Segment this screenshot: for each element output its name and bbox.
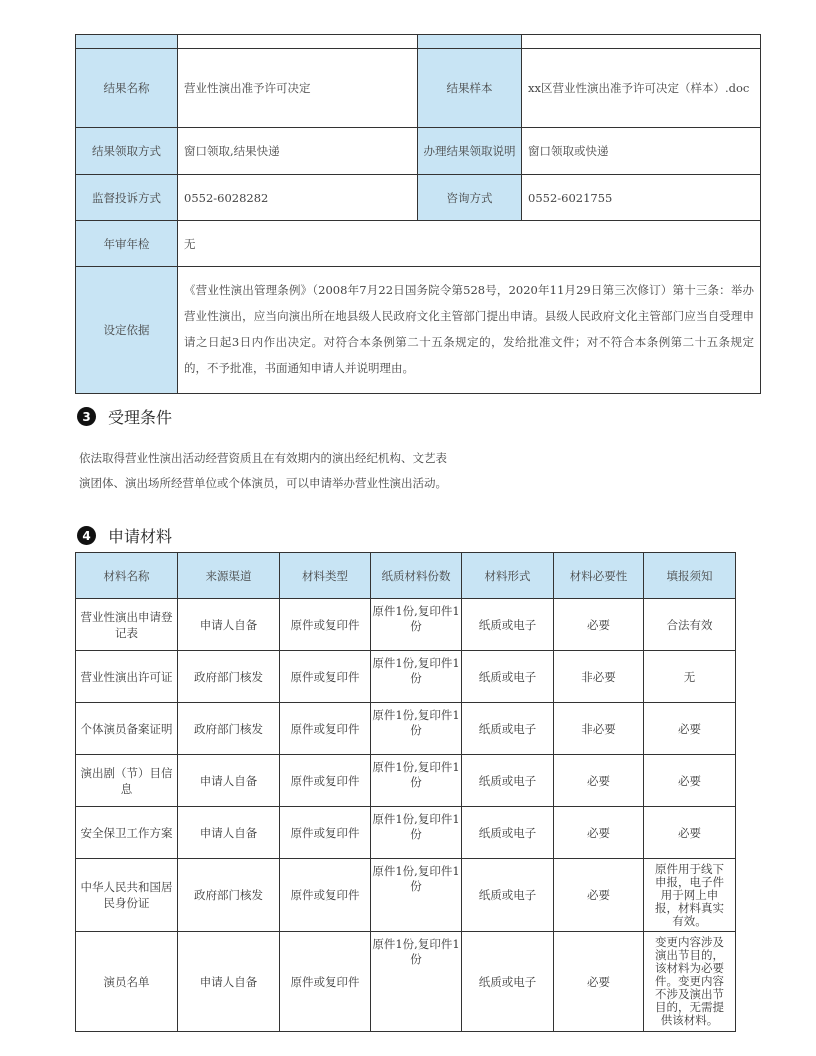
material-form: 纸质或电子 <box>462 807 554 859</box>
table-row-cutoff <box>76 35 761 49</box>
material-name: 演员名单 <box>76 932 178 1032</box>
table-row <box>76 128 761 175</box>
table-row <box>76 859 736 932</box>
material-type: 原件或复印件 <box>280 651 371 703</box>
material-paper-count: 原件1份,复印件1份 <box>371 859 462 932</box>
material-source: 申请人自备 <box>178 599 280 651</box>
header-paper-count: 纸质材料份数 <box>371 553 462 599</box>
conditions-line: 演团体、演出场所经营单位或个体演员，可以申请举办营业性演出活动。 <box>79 476 447 490</box>
consult-value: 0552-6021755 <box>522 175 761 221</box>
conditions-text <box>79 446 479 496</box>
basis-label: 设定依据 <box>76 267 178 394</box>
material-name: 营业性演出申请登记表 <box>76 599 178 651</box>
cutoff-label-cell <box>418 35 522 49</box>
material-notes: 无 <box>644 651 736 703</box>
table-row <box>76 267 761 394</box>
materials-table <box>75 552 736 1032</box>
material-name: 中华人民共和国居民身份证 <box>76 859 178 932</box>
cutoff-value-cell <box>522 35 761 49</box>
complaint-value: 0552-6028282 <box>178 175 418 221</box>
material-notes: 合法有效 <box>644 599 736 651</box>
material-necessity: 必要 <box>554 807 644 859</box>
consult-label: 咨询方式 <box>418 175 522 221</box>
section-heading-materials <box>77 524 172 547</box>
material-source: 政府部门核发 <box>178 703 280 755</box>
pickup-desc-value: 窗口领取或快递 <box>522 128 761 175</box>
basis-value: 《营业性演出管理条例》（2008年7月22日国务院令第528号，2020年11月29日第三次修订）第十三条：举办营业性演出，应当向演出所在地县级人民政府文化主管部门提出申请。县级人民政府文化主管部门应当自受理申请之日起3日内作出决定。对符合本条例第二十五条规定的，发给批准文件；对不符合本条例第二十五条规定的，不予批准，书面通知申请人并说明理由。 <box>178 267 761 394</box>
material-form: 纸质或电子 <box>462 755 554 807</box>
material-name: 演出剧（节）目信息 <box>76 755 178 807</box>
section-title: 受理条件 <box>108 408 173 427</box>
annual-label: 年审年检 <box>76 221 178 267</box>
cutoff-value-cell <box>178 35 418 49</box>
material-form: 纸质或电子 <box>462 859 554 932</box>
result-sample-link[interactable]: xx区营业性演出准予许可决定（样本）.doc <box>522 49 761 128</box>
material-name: 个体演员备案证明 <box>76 703 178 755</box>
header-notes: 填报须知 <box>644 553 736 599</box>
table-row <box>76 599 736 651</box>
material-type: 原件或复印件 <box>280 703 371 755</box>
material-form: 纸质或电子 <box>462 651 554 703</box>
pickup-label: 结果领取方式 <box>76 128 178 175</box>
header-source: 来源渠道 <box>178 553 280 599</box>
cutoff-label-cell <box>76 35 178 49</box>
material-type: 原件或复印件 <box>280 859 371 932</box>
table-row <box>76 49 761 128</box>
section-title: 申请材料 <box>108 527 173 546</box>
material-notes: 必要 <box>644 807 736 859</box>
result-name-value: 营业性演出准予许可决定 <box>178 49 418 128</box>
annual-value: 无 <box>178 221 761 267</box>
material-paper-count: 原件1份,复印件1份 <box>371 703 462 755</box>
table-header-row <box>76 553 736 599</box>
section-heading-conditions <box>77 405 172 428</box>
result-sample-label: 结果样本 <box>418 49 522 128</box>
table-row <box>76 807 736 859</box>
material-form: 纸质或电子 <box>462 599 554 651</box>
material-notes: 必要 <box>644 755 736 807</box>
material-necessity: 非必要 <box>554 703 644 755</box>
material-notes: 原件用于线下申报，电子件用于网上申报，材料真实有效。 <box>644 859 736 932</box>
material-type: 原件或复印件 <box>280 599 371 651</box>
material-paper-count: 原件1份,复印件1份 <box>371 651 462 703</box>
material-necessity: 必要 <box>554 932 644 1032</box>
section-number-badge: 3 <box>77 407 96 426</box>
material-type: 原件或复印件 <box>280 755 371 807</box>
table-row <box>76 175 761 221</box>
material-source: 政府部门核发 <box>178 651 280 703</box>
complaint-label: 监督投诉方式 <box>76 175 178 221</box>
material-paper-count: 原件1份,复印件1份 <box>371 807 462 859</box>
service-info-table <box>75 34 761 394</box>
header-type: 材料类型 <box>280 553 371 599</box>
material-name: 营业性演出许可证 <box>76 651 178 703</box>
material-source: 申请人自备 <box>178 932 280 1032</box>
material-necessity: 非必要 <box>554 651 644 703</box>
material-necessity: 必要 <box>554 859 644 932</box>
pickup-value: 窗口领取,结果快递 <box>178 128 418 175</box>
conditions-line: 依法取得营业性演出活动经营资质且在有效期内的演出经纪机构、文艺表 <box>79 451 447 465</box>
pickup-desc-label: 办理结果领取说明 <box>418 128 522 175</box>
material-name: 安全保卫工作方案 <box>76 807 178 859</box>
material-paper-count: 原件1份,复印件1份 <box>371 932 462 1032</box>
material-necessity: 必要 <box>554 599 644 651</box>
header-material-name: 材料名称 <box>76 553 178 599</box>
material-necessity: 必要 <box>554 755 644 807</box>
section-number-badge: 4 <box>77 526 96 545</box>
material-paper-count: 原件1份,复印件1份 <box>371 755 462 807</box>
material-source: 申请人自备 <box>178 807 280 859</box>
material-paper-count: 原件1份,复印件1份 <box>371 599 462 651</box>
table-row <box>76 651 736 703</box>
table-row <box>76 932 736 1032</box>
material-type: 原件或复印件 <box>280 807 371 859</box>
header-form: 材料形式 <box>462 553 554 599</box>
material-form: 纸质或电子 <box>462 703 554 755</box>
material-notes: 必要 <box>644 703 736 755</box>
table-row <box>76 221 761 267</box>
result-name-label: 结果名称 <box>76 49 178 128</box>
material-source: 政府部门核发 <box>178 859 280 932</box>
material-form: 纸质或电子 <box>462 932 554 1032</box>
table-row <box>76 755 736 807</box>
table-row <box>76 703 736 755</box>
header-necessity: 材料必要性 <box>554 553 644 599</box>
material-type: 原件或复印件 <box>280 932 371 1032</box>
material-notes: 变更内容涉及演出节目的，该材料为必要件。变更内容不涉及演出节目的，无需提供该材料。 <box>644 932 736 1032</box>
material-source: 申请人自备 <box>178 755 280 807</box>
